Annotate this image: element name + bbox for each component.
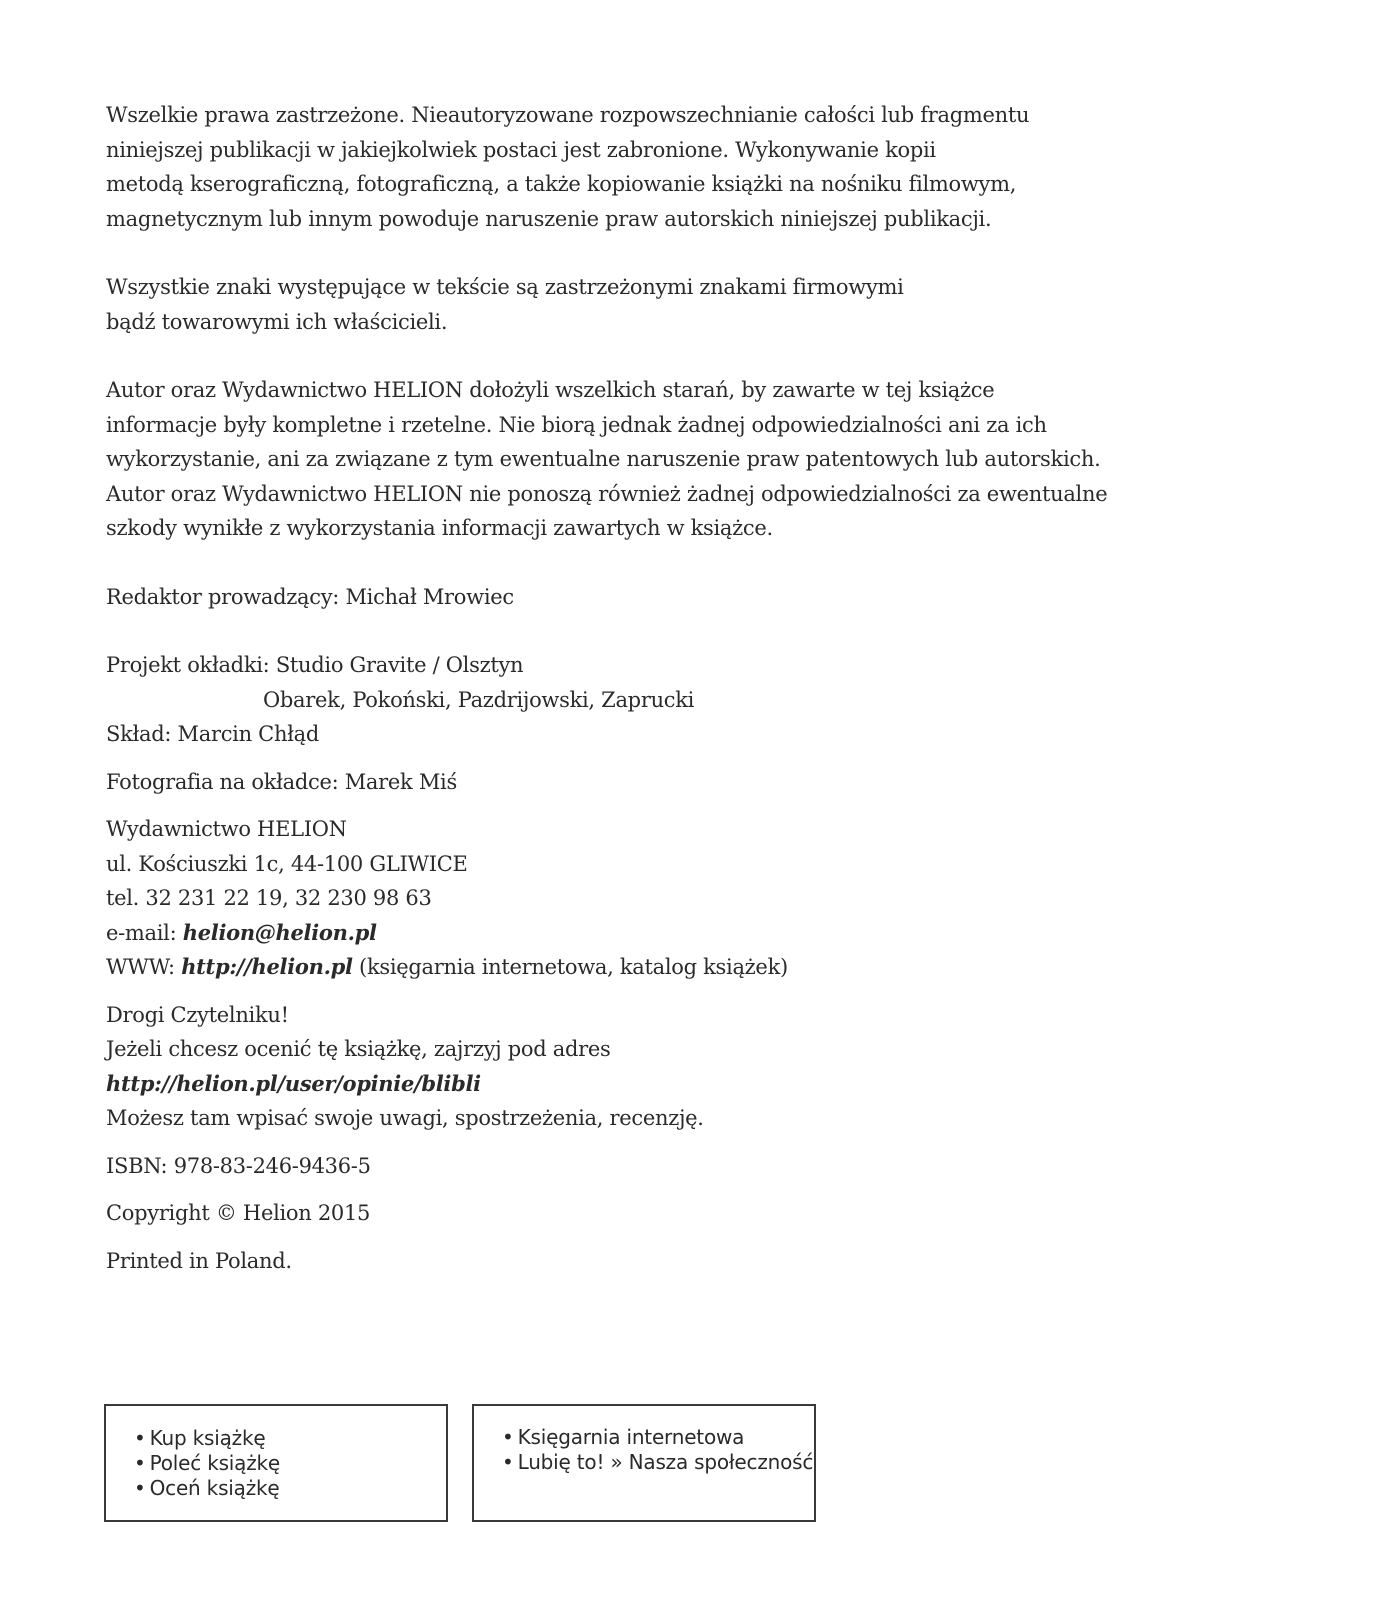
- publisher-name: Wydawnictwo HELION: [106, 817, 347, 841]
- publisher-email-row: [106, 916, 1306, 951]
- online-bookstore-label: Księgarnia internetowa: [517, 1425, 745, 1449]
- buy-book-link[interactable]: [134, 1426, 446, 1451]
- rights-line: Wszelkie prawa zastrzeżone. Nieautoryzowane rozpowszechnianie całości lub fragmentu: [106, 103, 1030, 127]
- recommend-book-label: Poleć książkę: [149, 1451, 281, 1475]
- editor-credit: [106, 580, 1306, 615]
- liability-notice: [106, 373, 1306, 546]
- publisher-address: ul. Kościuszki 1c, 44-100 GLIWICE: [106, 851, 468, 876]
- www-note: (księgarnia internetowa, katalog książek): [352, 955, 788, 979]
- trademarks-line: bądź towarowymi ich właścicieli.: [106, 309, 448, 334]
- liability-line: Autor oraz Wydawnictwo HELION nie ponoszą również żadnej odpowiedzialności za ewentualne: [106, 481, 1108, 506]
- bullet-icon: •: [502, 1450, 514, 1474]
- cover-design-names: Obarek, Pokoński, Pazdrijowski, Zaprucki: [263, 687, 695, 712]
- email-link[interactable]: helion@helion.pl: [182, 919, 377, 945]
- trademarks-notice: [106, 270, 1306, 339]
- cover-design-line: Projekt okładki: Studio Gravite / Olsztyn: [106, 653, 524, 677]
- rights-line: niniejszej publikacji w jakiejkolwiek postaci jest zabronione. Wykonywanie kopii: [106, 137, 936, 162]
- rate-book-link[interactable]: [134, 1476, 446, 1501]
- production-credits: [106, 648, 1306, 752]
- www-link[interactable]: http://helion.pl: [181, 954, 353, 979]
- online-bookstore-link[interactable]: [502, 1425, 814, 1450]
- review-url-link[interactable]: http://helion.pl/user/opinie/blibli: [106, 1070, 481, 1096]
- imprint-page: [106, 98, 1306, 1291]
- publisher-phone: tel. 32 231 22 19, 32 230 98 63: [106, 886, 432, 910]
- publisher-contact: [106, 812, 1306, 985]
- cover-photo-line: Fotografia na okładce: Marek Miś: [106, 769, 457, 794]
- community-box: [472, 1404, 816, 1522]
- bullet-icon: •: [134, 1426, 146, 1450]
- liability-line: informacje były kompletne i rzetelne. Nie biorą jednak żadnej odpowiedzialności ani za ich: [106, 412, 1047, 437]
- rights-notice: [106, 98, 1306, 236]
- www-label: WWW:: [106, 955, 182, 979]
- community-link[interactable]: [502, 1450, 814, 1475]
- book-actions-box: [104, 1404, 448, 1522]
- liability-line: Autor oraz Wydawnictwo HELION dołożyli wszelkich starań, by zawarte w tej książce: [106, 378, 995, 402]
- reader-message: [106, 998, 1306, 1136]
- printed-block: [106, 1244, 1306, 1279]
- copyright-line: Copyright © Helion 2015: [106, 1201, 371, 1225]
- reader-greeting: Drogi Czytelniku!: [106, 1002, 289, 1027]
- bullet-icon: •: [134, 1476, 146, 1500]
- community-label: Lubię to! » Nasza społeczność: [517, 1450, 814, 1474]
- isbn-line: ISBN: 978-83-246-9436-5: [106, 1153, 371, 1178]
- recommend-book-link[interactable]: [134, 1451, 446, 1476]
- reader-note: Możesz tam wpisać swoje uwagi, spostrzeżenia, recenzję.: [106, 1106, 704, 1130]
- bullet-icon: •: [134, 1451, 146, 1475]
- rate-book-label: Oceń książkę: [149, 1476, 280, 1500]
- rights-line: magnetycznym lub innym powoduje naruszenie praw autorskich niniejszej publikacji.: [106, 206, 992, 231]
- trademarks-line: Wszystkie znaki występujące w tekście są zastrzeżonymi znakami firmowymi: [106, 275, 904, 299]
- liability-line: wykorzystanie, ani za związane z tym ewentualne naruszenie praw patentowych lub autorskich.: [106, 447, 1101, 471]
- editor-line: Redaktor prowadzący: Michał Mrowiec: [106, 584, 514, 609]
- printed-line: Printed in Poland.: [106, 1248, 292, 1273]
- copyright-block: [106, 1196, 1306, 1231]
- bullet-icon: •: [502, 1425, 514, 1449]
- rights-line: metodą kserograficzną, fotograficzną, a także kopiowanie książki na nośniku filmowym,: [106, 172, 1017, 196]
- isbn-block: [106, 1149, 1306, 1184]
- email-label: e-mail:: [106, 920, 183, 945]
- reader-invite: Jeżeli chcesz ocenić tę książkę, zajrzyj pod adres: [106, 1037, 611, 1061]
- cover-photo-credit: [106, 765, 1306, 800]
- typesetting-line: Skład: Marcin Chłąd: [106, 722, 320, 746]
- buy-book-label: Kup książkę: [149, 1426, 266, 1450]
- liability-line: szkody wynikłe z wykorzystania informacji zawartych w książce.: [106, 516, 773, 540]
- publisher-www-row: [106, 950, 1306, 985]
